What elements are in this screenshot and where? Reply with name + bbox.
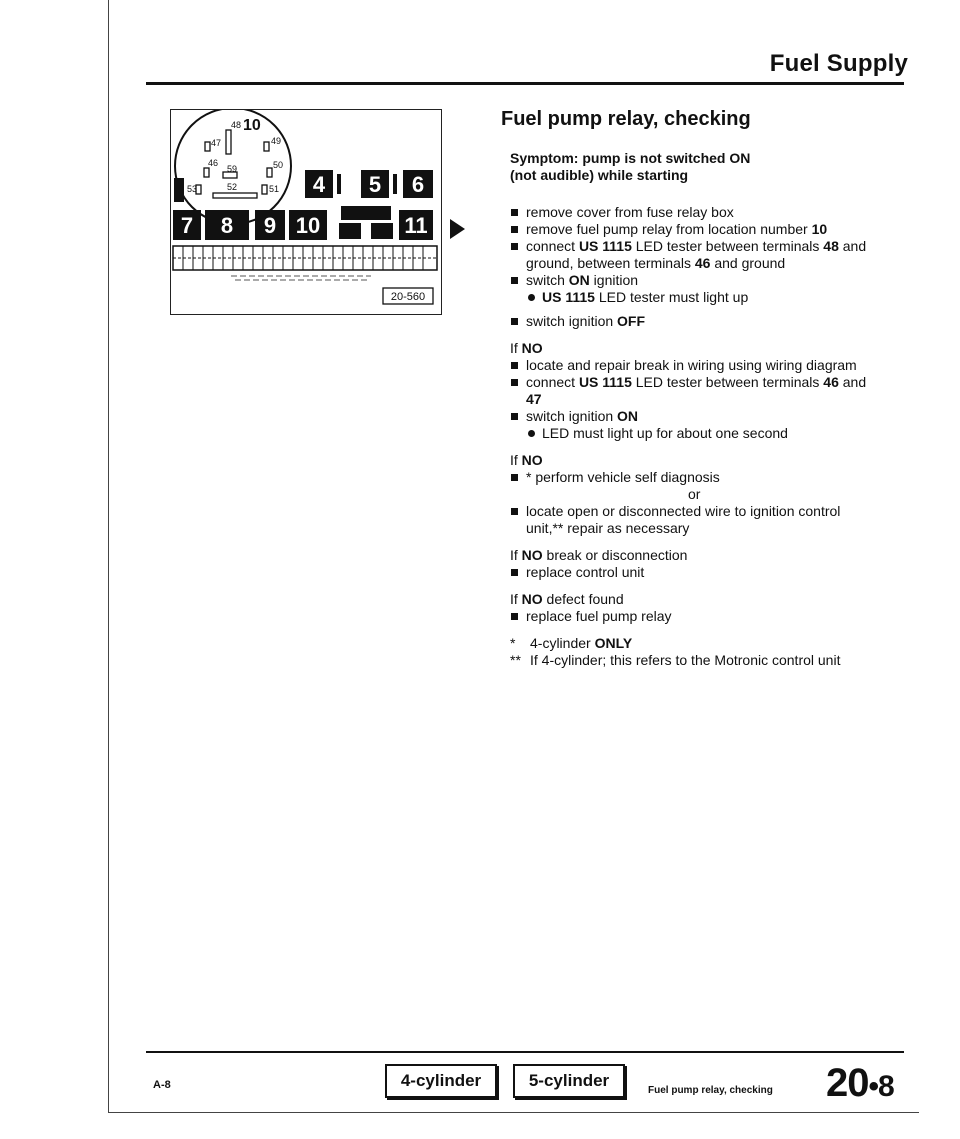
page-title: Fuel Supply: [769, 50, 908, 77]
section-number: 20•8: [826, 1061, 894, 1105]
if-no-heading-1: If NO: [510, 340, 543, 356]
pin-label-46: 46: [208, 158, 219, 168]
step-list-off: [510, 313, 870, 330]
step-list-1: [510, 204, 870, 289]
relay-number-10: 10: [295, 213, 321, 238]
pin-label-51: 51: [269, 184, 280, 194]
pin-label-50: 50: [273, 160, 284, 170]
relay-box-drawing: [171, 110, 441, 314]
list-item: replace fuel pump relay: [510, 608, 870, 625]
list-item: switch ON ignition: [510, 272, 870, 289]
relay-number-5: 5: [368, 172, 382, 197]
tab-4-cylinder[interactable]: 4-cylinder: [385, 1064, 497, 1098]
pin-label-47: 47: [211, 138, 222, 148]
list-item: locate open or disconnected wire to ignition control unit,** repair as necessary: [510, 503, 870, 537]
list-item: locate and repair break in wiring using wiring diagram: [510, 357, 870, 374]
page-reference: A-8: [153, 1079, 171, 1091]
pin-label-49: 49: [271, 136, 282, 146]
list-item: replace control unit: [510, 564, 870, 581]
if-no-heading-2: If NO: [510, 452, 543, 468]
step-list-4: [510, 564, 870, 581]
list-item: remove cover from fuse relay box: [510, 204, 870, 221]
symptom-line-2: (not audible) while starting: [510, 167, 689, 183]
symptom-text: [510, 150, 870, 184]
pin-label-59: 59: [227, 164, 238, 174]
list-item: remove fuel pump relay from location number 10: [510, 221, 870, 238]
relay-box-diagram: [170, 109, 442, 315]
step-list-3: [510, 469, 870, 486]
if-no-defect-heading: If NO defect found: [510, 591, 624, 607]
section-title: Fuel pump relay, checking: [501, 108, 751, 130]
symptom-line-1: Symptom: pump is not switched ON: [510, 150, 751, 166]
footer-rule: [146, 1051, 904, 1053]
pin-label-10: 10: [243, 117, 261, 134]
list-item: switch ignition OFF: [510, 313, 870, 330]
header-rule: [146, 82, 904, 85]
sub-check-2: LED must light up for about one second: [510, 425, 870, 442]
sub-check-1: US 1115 LED tester must light up: [510, 289, 870, 306]
footer-caption: Fuel pump relay, checking: [648, 1085, 773, 1096]
relay-number-9: 9: [263, 213, 277, 238]
procedure-content: [510, 150, 870, 669]
pointer-arrow-icon: [450, 219, 465, 239]
relay-number-8: 8: [220, 213, 234, 238]
pin-label-52: 52: [227, 182, 238, 192]
footnote-2: ** If 4-cylinder; this refers to the Motronic control unit: [510, 652, 841, 668]
pin-label-48: 48: [231, 120, 242, 130]
relay-number-11: 11: [404, 213, 428, 238]
relay-number-4: 4: [312, 172, 326, 197]
step-list-5: [510, 608, 870, 625]
list-item: connect US 1115 LED tester between terminals 48 and ground, between terminals 46 and ground: [510, 238, 870, 272]
figure-ref: 20-560: [390, 291, 426, 303]
list-item: * perform vehicle self diagnosis: [510, 469, 870, 486]
list-item: connect US 1115 LED tester between terminals 46 and 47: [510, 374, 870, 408]
tab-5-cylinder[interactable]: 5-cylinder: [513, 1064, 625, 1098]
step-list-2: [510, 357, 870, 425]
or-text: or: [688, 486, 701, 502]
relay-number-6: 6: [411, 172, 425, 197]
pin-label-53: 53: [187, 184, 198, 194]
list-item: switch ignition ON: [510, 408, 870, 425]
footnote-1: * 4-cylinder ONLY: [510, 635, 633, 651]
relay-number-7: 7: [180, 213, 194, 238]
if-no-break-heading: If NO break or disconnection: [510, 547, 688, 563]
step-list-3b: [510, 503, 870, 537]
